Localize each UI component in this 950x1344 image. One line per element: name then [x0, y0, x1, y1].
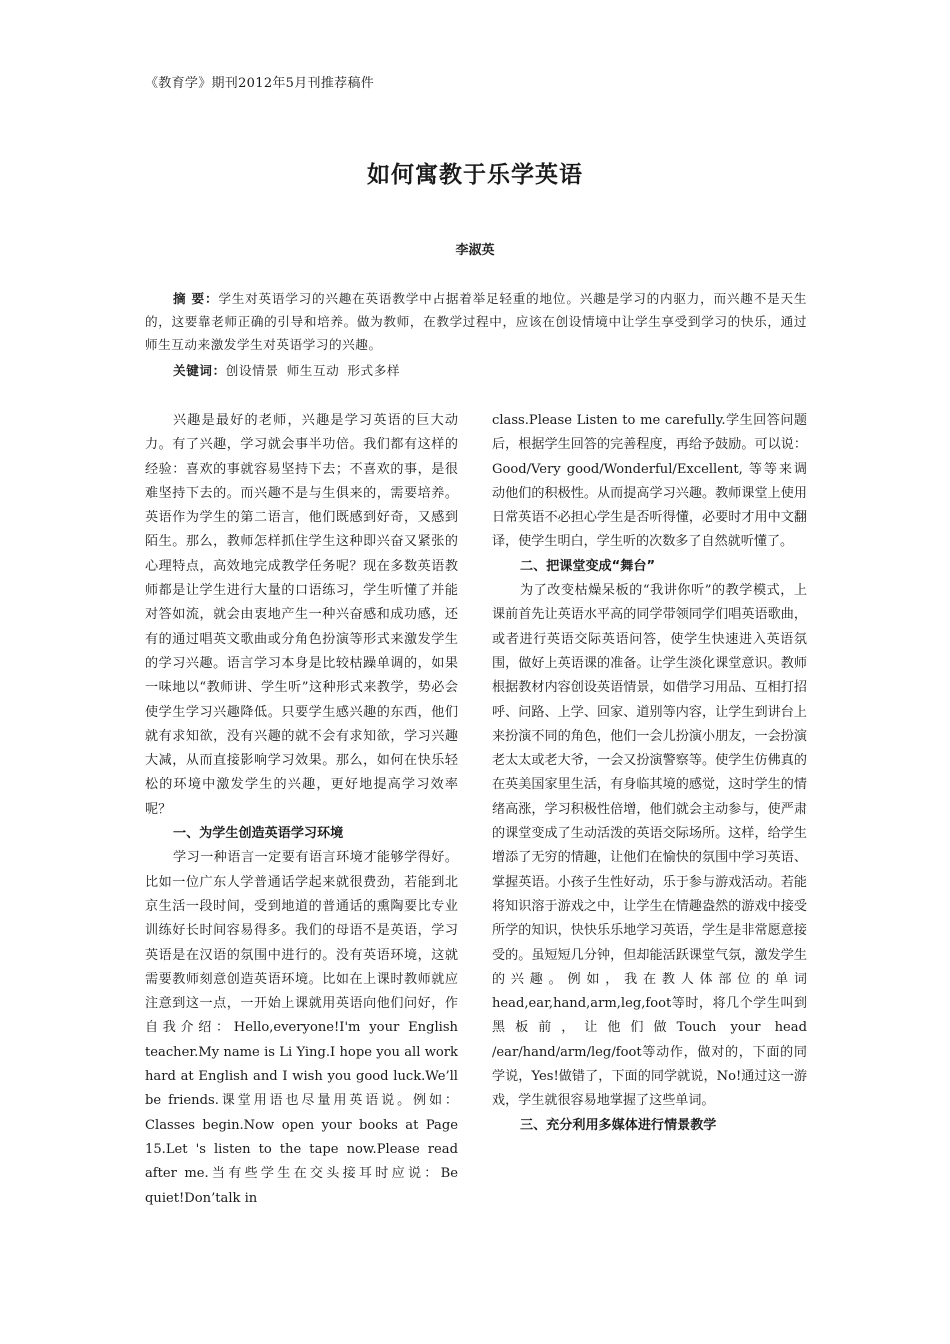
intro-paragraph: 兴趣是最好的老师，兴趣是学习英语的巨大动力。有了兴趣，学习就会事半功倍。我们都有这样的经验：喜欢的事就容易坚持下去；不喜欢的事，是很难坚持下去的。而兴趣不是与生俱来的，需要培养。英语作为学生的第二语言，他们既感到好奇，又感到陌生。那么，教师怎样抓住学生这种即兴奋又紧张的心理特点，高效地完成教学任务呢？现在多数英语教师都是让学生进行大量的口语练习，学生听懂了并能对答如流，就会由衷地产生一种兴奋感和成功感，还有的通过唱英文歌曲或分角色扮演等形式来激发学生的学习兴趣。语言学习本身是比较枯躁单调的，如果一味地以“教师讲、学生听”这种形式来教学，势必会使学生学习兴趣降低。只要学生感兴趣的东西，他们就有求知欲，没有兴趣的就不会有求知欲，学习兴趣大减，从而直接影响学习效果。那么，如何在快乐轻松的环境中激发学生的兴趣，更好地提高学习效率呢？	[145, 413, 458, 817]
paper-title: 如何寓教于乐学英语	[367, 162, 583, 188]
body-column-right	[492, 409, 807, 1138]
keyword-item: 创设情景	[225, 363, 279, 378]
keyword-item: 形式多样	[347, 363, 401, 378]
abstract-text: 学生对英语学习的兴趣在英语教学中占据着举足轻重的地位。兴趣是学习的内驱力，而兴趣不是天生的，这要靠老师正确的引导和培养。做为教师，在教学过程中，应该在创设情境中让学生享受到学习的快乐，通过师生互动来激发学生对英语学习的兴趣。	[145, 291, 807, 352]
keywords-label: 关键词：	[173, 363, 226, 378]
abstract	[145, 287, 807, 356]
section-1-paragraph: 学习一种语言一定要有语言环境才能够学得好。比如一位广东人学普通话学起来就很费劲，若能到北京生活一段时间，受到地道的普通话的熏陶要比专业训练好长时间容易得多。我们的母语不是英语，学习英语是在汉语的氛围中进行的。没有英语环境，这就需要教师刻意创造英语环境。比如在上课时教师就应注意到这一点，一开始上课就用英语向他们问好，作自我介绍：Hello,everyone!I'm your English teacher.My name is Li Ying.I hope you all work hard at English and I wish you good luck.We’ll be friends.课堂用语也尽量用英语说。例如：Classes begin.Now open your books at Page 15.Let 's listen to the tape now.Please read after me.当有些学生在交头接耳时应说：Be quiet!Don’talk in	[145, 850, 458, 1206]
section-heading-3: 三、充分利用多媒体进行情景教学	[520, 1117, 717, 1133]
author-name: 李淑英	[455, 243, 495, 258]
section-1-paragraph-continued: class.Please Listen to me carefully.学生回答问题后，根据学生回答的完善程度，再给予鼓励。可以说：Good/Very good/Wonderful/Excellent, 等等来调动他们的积极性。从而提高学习兴趣。教师课堂上使用日常英语不必担心学生是否听得懂，必要时才用中文翻译，使学生明白，学生听的次数多了自然就听懂了。	[492, 413, 807, 550]
section-2-paragraph: 为了改变枯燥呆板的“我讲你听”的教学模式，上课前首先让英语水平高的同学带领同学们唱英语歌曲，或者进行英语交际英语问答，使学生快速进入英语氛围，做好上英语课的准备。让学生淡化课堂意识。教师根据教材内容创设英语情景，如借学习用品、互相打招呼、问路、上学、回家、道别等内容，让学生到讲台上来扮演不同的角色，他们一会儿扮演小朋友，一会扮演老太太或老大爷，一会又扮演警察等。使学生仿佛真的在英美国家里生活，有身临其境的感觉，这时学生的情绪高涨，学习积极性倍增，他们就会主动参与，使严肃的课堂变成了生动活泼的英语交际场所。这样，给学生增添了无穷的情趣，让他们在愉快的氛围中学习英语、掌握英语。小孩子生性好动，乐于参与游戏活动。若能将知识溶于游戏之中，让学生在情趣盎然的游戏中接受所学的知识，快快乐乐地学习英语，学生是非常愿意接受的。虽短短几分钟，但却能活跃课堂气氛，激发学生的兴趣。例如，我在教人体部位的单词head,ear,hand,arm,leg,foot等时，将几个学生叫到黑板前，让他们做Touch your head /ear/hand/arm/leg/foot等动作，做对的，下面的同学说，Yes!做错了，下面的同学就说，No!通过这一游戏，学生就很容易地掌握了这些单词。	[492, 583, 807, 1109]
abstract-label: 摘 要：	[173, 291, 219, 306]
section-heading-1: 一、为学生创造英语学习环境	[173, 826, 344, 842]
body-column-left	[145, 409, 458, 1211]
journal-header-note: 《教育学》期刊2012年5月刊推荐稿件	[145, 76, 375, 91]
section-heading-2: 二、把课堂变成“舞台”	[520, 558, 656, 574]
keywords	[173, 360, 408, 379]
keyword-item: 师生互动	[286, 363, 340, 378]
